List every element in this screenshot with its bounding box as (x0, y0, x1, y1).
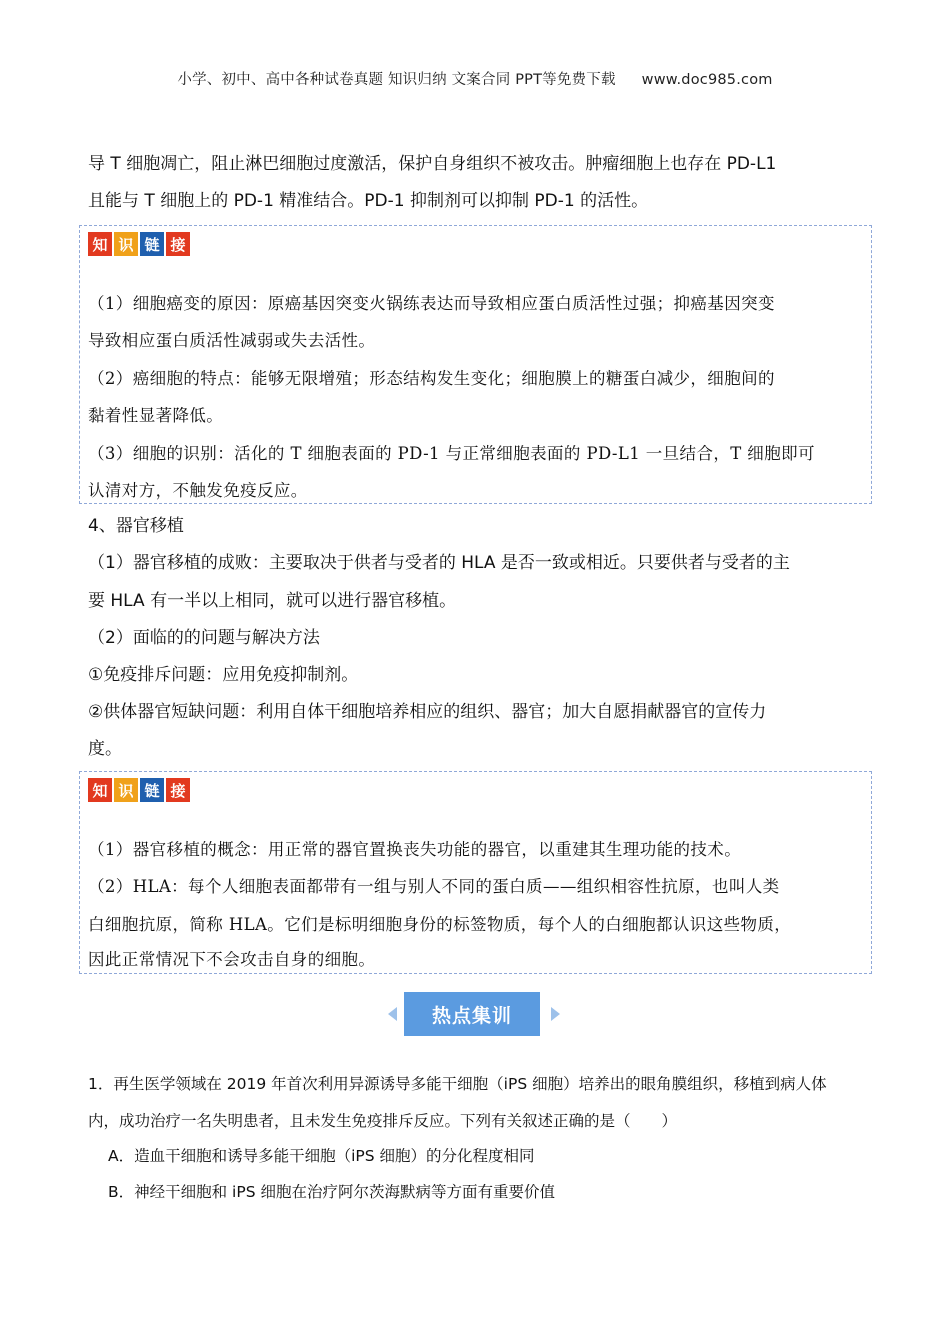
question-line-1: 1．再生医学领域在 2019 年首次利用异源诱导多能干细胞（iPS 细胞）培养出的眼角膜组织，移植到病人体 (88, 1075, 827, 1093)
tag-char: 知 (88, 232, 112, 256)
section4-title: 4、器官移植 (88, 516, 184, 536)
tag-char: 接 (166, 778, 190, 802)
option-b: B．神经干细胞和 iPS 细胞在治疗阿尔茨海默病等方面有重要价值 (108, 1183, 555, 1201)
banner-label: 热点集训 (404, 992, 540, 1036)
arrow-left-icon (388, 1007, 397, 1021)
box2-line: （1）器官移植的概念：用正常的器官置换丧失功能的器官，以重建其生理功能的技术。 (88, 840, 742, 859)
page-header (0, 68, 950, 89)
knowledge-box-2 (79, 771, 872, 974)
intro-line-2: 且能与 T 细胞上的 PD-1 精准结合。PD-1 抑制剂可以抑制 PD-1 的活性。 (88, 191, 649, 211)
section4-line: （2）面临的的问题与解决方法 (88, 628, 320, 648)
knowledge-box-1 (79, 225, 872, 504)
tag-char: 识 (114, 232, 138, 256)
box2-line: （2）HLA：每个人细胞表面都带有一组与别人不同的蛋白质——组织相容性抗原，也叫人类 (88, 877, 780, 896)
section4-line: ①免疫排斥问题：应用免疫抑制剂。 (88, 665, 359, 685)
header-text: 小学、初中、高中各种试卷真题 知识归纳 文案合同 PPT等免费下载 (177, 72, 616, 88)
intro-line-1: 导 T 细胞凋亡，阻止淋巴细胞过度激活，保护自身组织不被攻击。肿瘤细胞上也存在 PD-L1 (88, 154, 777, 174)
box1-line: （1）细胞癌变的原因：原癌基因突变火锅练表达而导致相应蛋白质活性过强；抑癌基因突变 (88, 294, 775, 313)
box2-line: 白细胞抗原，简称 HLA。它们是标明细胞身份的标签物质，每个人的白细胞都认识这些物质， (88, 915, 792, 934)
tag-char: 链 (140, 778, 164, 802)
knowledge-link-tag (88, 778, 190, 802)
arrow-right-icon (551, 1007, 560, 1021)
tag-char: 链 (140, 232, 164, 256)
option-a: A．造血干细胞和诱导多能干细胞（iPS 细胞）的分化程度相同 (108, 1147, 535, 1165)
box1-line: 导致相应蛋白质活性减弱或失去活性。 (88, 331, 376, 350)
knowledge-link-tag (88, 232, 190, 256)
section4-line: （1）器官移植的成败：主要取决于供者与受者的 HLA 是否一致或相近。只要供者与受者的主 (88, 553, 790, 573)
question-line-2: 内，成功治疗一名失明患者，且未发生免疫排斥反应。下列有关叙述正确的是（ ） (88, 1112, 678, 1130)
box1-line: （2）癌细胞的特点：能够无限增殖；形态结构发生变化；细胞膜上的糖蛋白减少，细胞间的 (88, 369, 775, 388)
section4-line: 要 HLA 有一半以上相同，就可以进行器官移植。 (88, 591, 457, 611)
tag-char: 接 (166, 232, 190, 256)
box1-line: 认清对方，不触发免疫反应。 (88, 481, 308, 500)
box2-line: 因此正常情况下不会攻击自身的细胞。 (88, 950, 376, 969)
section4-line: ②供体器官短缺问题：利用自体干细胞培养相应的组织、器官；加大自愿捐献器官的宣传力 (88, 702, 767, 722)
box1-line: 黏着性显著降低。 (88, 406, 224, 425)
hot-topic-banner (388, 992, 560, 1036)
header-site-link[interactable]: www.doc985.com (641, 72, 773, 88)
tag-char: 知 (88, 778, 112, 802)
box1-line: （3）细胞的识别：活化的 T 细胞表面的 PD-1 与正常细胞表面的 PD-L1 一旦结合，T 细胞即可 (88, 444, 815, 463)
tag-char: 识 (114, 778, 138, 802)
section4-line: 度。 (88, 739, 122, 759)
